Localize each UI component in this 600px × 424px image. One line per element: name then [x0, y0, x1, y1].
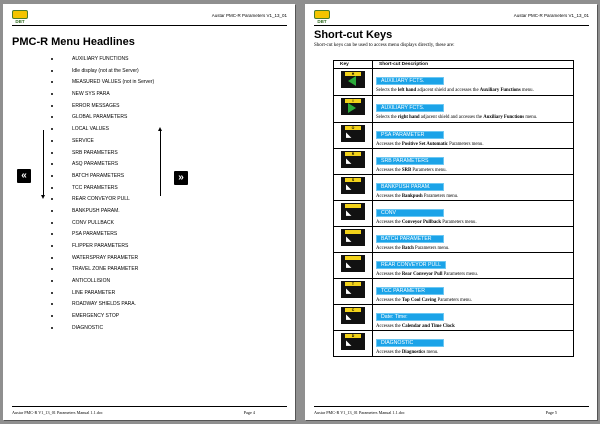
shortcut-key-icon [341, 229, 365, 246]
screen-menu-label: BATCH PARAMETER [376, 235, 444, 243]
menu-headline-item: DIAGNOSTIC [51, 325, 154, 337]
shortcut-description: Accesses the Conveyor Pullback Parameters menu. [376, 220, 477, 225]
menu-headline-item: MEASURED VALUES (not in Server) [51, 79, 154, 91]
key-cell [334, 331, 373, 357]
menu-headline-item: LINE PARAMETER [51, 290, 154, 302]
key-letter [345, 204, 361, 208]
shortcut-row [334, 149, 574, 175]
machine-icon: ◣ [346, 314, 352, 321]
shortcut-row [334, 96, 574, 123]
shortcut-row [334, 69, 574, 96]
shortcut-key-icon [341, 151, 365, 168]
key-cell [334, 149, 373, 175]
col-header-description: Short-cut Description [373, 61, 574, 69]
key-letter: R [345, 152, 361, 156]
key-cell [334, 305, 373, 331]
screen-menu-label: DIAGNOSTIC [376, 339, 444, 347]
key-letter: C [345, 308, 361, 312]
screen-menu-label: BANKPUSH PARAM. [376, 183, 444, 191]
shortcut-description: Accesses the Bankpush Parameters menu. [376, 194, 459, 199]
header-rule [314, 25, 589, 26]
footer-rule [314, 406, 589, 407]
shortcut-key-icon [341, 281, 365, 298]
shortcut-description: Selects the left hand adjacent shield and accesses the Auxiliary Functions menu. [376, 88, 534, 93]
screen-menu-label: PSA PARAMETER [376, 131, 444, 139]
machine-icon: ◣ [346, 288, 352, 295]
menu-headline-item: NEW SYS PARA [51, 91, 154, 103]
menu-headline-item: GLOBAL PARAMETERS [51, 114, 154, 126]
screen-menu-label: AUXILIARY FCTS. [376, 104, 444, 112]
footer-filename: Austar PMC-R V1_13_01 Parameters Manual 1.1.doc [314, 410, 405, 415]
left-arrow-icon [348, 76, 356, 86]
description-cell [373, 123, 574, 149]
machine-icon: ◣ [346, 340, 352, 347]
screen-menu-label: Date: Time: [376, 313, 444, 321]
menu-headline-item: ANTICOLLISION [51, 278, 154, 290]
menu-headline-item: AUXILIARY FUNCTIONS [51, 56, 154, 68]
menu-headline-item: BATCH PARAMETERS [51, 173, 154, 185]
shortcut-key-icon [341, 98, 365, 115]
machine-icon: ◣ [346, 262, 352, 269]
menu-headline-item: FLIPPER PARAMETERS [51, 243, 154, 255]
screen-menu-label: TCC PARAMETER [376, 287, 444, 295]
page-title: PMC-R Menu Headlines [12, 36, 135, 48]
footer-rule [12, 406, 287, 407]
menu-headline-item: LOCAL VALUES [51, 126, 154, 138]
shortcut-description: Accesses the Positive Set Automatic Parameters menu. [376, 142, 484, 147]
shortcut-row [334, 175, 574, 201]
header-rule [12, 25, 287, 26]
menu-headline-item: SERVICE [51, 138, 154, 150]
shortcut-description: Accesses the Calendar and Time Clock [376, 324, 455, 329]
scroll-right-key-icon: » [174, 171, 188, 185]
description-cell [373, 69, 574, 96]
shortcut-row [334, 331, 574, 357]
key-cell [334, 279, 373, 305]
key-letter: D [345, 334, 361, 338]
shortcut-description: Accesses the Diagnostics menu. [376, 350, 439, 355]
description-cell [373, 279, 574, 305]
key-letter: O [345, 126, 361, 130]
menu-headline-item: EMERGENCY STOP [51, 313, 154, 325]
shortcut-key-icon [341, 307, 365, 324]
shortcut-key-icon [341, 203, 365, 220]
scroll-left-key-icon: « [17, 169, 31, 183]
shortcut-row [334, 305, 574, 331]
dbt-logo: DBT [314, 10, 330, 24]
description-cell [373, 201, 574, 227]
page-header: Austar PMC-R Parameters V1_13_01 [211, 13, 287, 18]
footer-page-number: Page 5 [545, 410, 557, 415]
description-cell [373, 96, 574, 123]
key-cell [334, 96, 373, 123]
machine-icon: ◣ [346, 236, 352, 243]
menu-headline-item: CONV PULLBACK [51, 220, 154, 232]
shortcut-key-icon [341, 125, 365, 142]
key-letter [345, 230, 361, 234]
shortcut-description: Accesses the Rear Conveyor Pull Parameters menu. [376, 272, 479, 277]
footer-filename: Austar PMC-R V1_13_01 Parameters Manual 1.1.doc [12, 410, 103, 415]
menu-headline-item: WATERSPRAY PARAMETER [51, 255, 154, 267]
page-header: Austar PMC-R Parameters V1_13_01 [513, 13, 589, 18]
screen-menu-label: CONV [376, 209, 444, 217]
dbt-logo: DBT [12, 10, 28, 24]
shortcut-table [333, 60, 574, 357]
key-cell [334, 123, 373, 149]
up-arrow-icon [160, 130, 161, 196]
shortcut-row [334, 253, 574, 279]
shortcut-key-icon [341, 177, 365, 194]
down-arrow-icon [43, 130, 44, 196]
key-letter: S [345, 178, 361, 182]
key-cell [334, 175, 373, 201]
description-cell [373, 331, 574, 357]
shortcut-key-icon [341, 333, 365, 350]
menu-headline-item: SRB PARAMETERS [51, 150, 154, 162]
right-arrow-icon [348, 103, 356, 113]
shortcut-description: Accesses the Batch Parameters menu. [376, 246, 450, 251]
page-title: Short-cut Keys [314, 29, 393, 41]
key-cell [334, 69, 373, 96]
menu-headline-item: TCC PARAMETERS [51, 185, 154, 197]
key-letter: T [345, 282, 361, 286]
menu-headline-item: BANKPUSH PARAM. [51, 208, 154, 220]
menu-headline-item: Idle display (not at the Server) [51, 68, 154, 80]
key-cell [334, 253, 373, 279]
shortcut-row [334, 279, 574, 305]
shortcut-row [334, 227, 574, 253]
machine-icon: ◣ [346, 210, 352, 217]
menu-headline-item: PSA PARAMETERS [51, 231, 154, 243]
col-header-key: Key [334, 61, 373, 69]
key-cell [334, 201, 373, 227]
menu-headline-item: REAR CONVEYOR PULL [51, 196, 154, 208]
menu-headline-item: ASQ PARAMETERS [51, 161, 154, 173]
key-cell [334, 227, 373, 253]
shortcut-description: Accesses the Top Cool Caving Parameters menu. [376, 298, 472, 303]
intro-text: Short-cut keys can be used to access menu displays directly, these are: [314, 43, 455, 48]
shortcut-description: Accesses the SRB Parameters menu. [376, 168, 447, 173]
footer-page-number: Page 4 [243, 410, 255, 415]
shortcut-row [334, 201, 574, 227]
description-cell [373, 175, 574, 201]
shortcut-key-icon [341, 71, 365, 88]
shortcut-description: Selects the right hand adjacent shield and accesses the Auxiliary Functions menu. [376, 115, 538, 120]
description-cell [373, 253, 574, 279]
menu-headline-item: TRAVEL ZONE PARAMETER [51, 266, 154, 278]
menu-headline-item: ROADWAY SHIELDS PARA. [51, 301, 154, 313]
description-cell [373, 149, 574, 175]
key-letter: H [345, 72, 361, 76]
key-letter [345, 256, 361, 260]
machine-icon: ◣ [346, 132, 352, 139]
page-5 [305, 4, 597, 420]
machine-icon: ◣ [346, 184, 352, 191]
description-cell [373, 305, 574, 331]
page-4 [3, 4, 295, 420]
menu-headline-item: ERROR MESSAGES [51, 103, 154, 115]
screen-menu-label: REAR CONVEYOR PULL [376, 261, 446, 269]
menu-headline-list [51, 56, 154, 337]
machine-icon: ◣ [346, 158, 352, 165]
key-letter: I [345, 99, 361, 103]
screen-menu-label: AUXILIARY FCTS. [376, 77, 444, 85]
description-cell [373, 227, 574, 253]
screen-menu-label: SRB PARAMETERS [376, 157, 444, 165]
shortcut-row [334, 123, 574, 149]
shortcut-key-icon [341, 255, 365, 272]
